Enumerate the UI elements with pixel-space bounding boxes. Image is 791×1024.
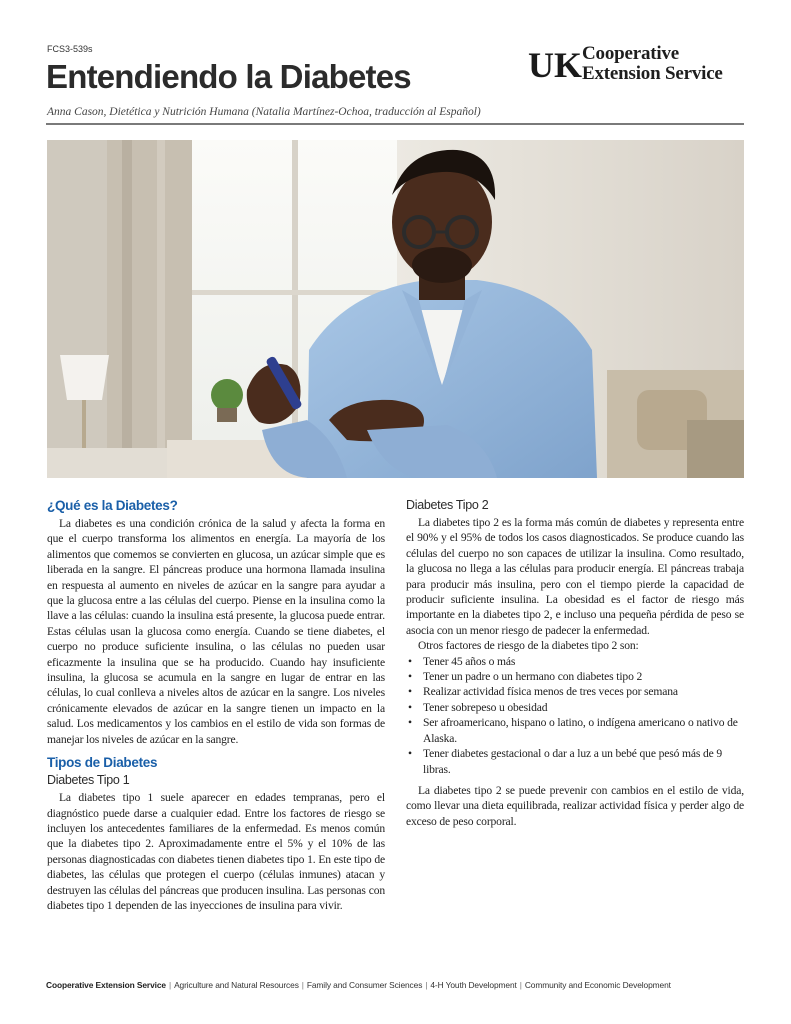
logo-line-2: Extension Service xyxy=(582,63,723,84)
list-item: • Ser afroamericano, hispano o latino, o indígena americano o nativo de Alaska. xyxy=(406,715,744,746)
page-title: Entendiendo la Diabetes xyxy=(46,58,411,95)
paragraph-prevention: La diabetes tipo 2 se puede prevenir con cambios en el estilo de vida, como llevar una dieta equilibrada, realizar actividad física y perder algo de exceso de peso corporal. xyxy=(406,783,744,828)
footer-item: Community and Economic Development xyxy=(524,980,671,990)
uk-logo-icon xyxy=(528,45,582,85)
svg-text:UK: UK xyxy=(528,45,582,85)
footer: Cooperative Extension Service | Agriculture and Natural Resources | Family and Consumer Sciences | 4-H Youth Development | Community and Economic Development xyxy=(46,980,671,990)
paragraph-type-1: La diabetes tipo 1 suele aparecer en edades tempranas, pero el diagnóstico puede darse a cualquier edad. Entre los factores de riesgo se incluyen los antecedentes familiares de la enfermedad. Es menos común que la diabetes tipo 2. Aproximadamente entre el 5% y el 10% de las personas diagnosticadas con diabetes tienen diabetes tipo 1. En este tipo de diabetes, las células que protegen el cuerpo (células inmunes) atacan y destruyen las células del páncreas que producen insulina. Las personas con diabetes tipo 1 dependen de las inyecciones de insulina para vivir. xyxy=(47,791,385,912)
footer-item: Agriculture and Natural Resources xyxy=(174,980,299,990)
right-column xyxy=(406,498,744,829)
footer-item: 4-H Youth Development xyxy=(430,980,517,990)
risk-factor-list xyxy=(406,654,744,777)
paragraph-type-2: La diabetes tipo 2 es la forma más común de diabetes y representa entre el 90% y el 95% de todos los casos diagnosticados. Se produce cuando las células del cuerpo no son capaces de utilizar la insulina. Como resultado, la glucosa no llega a las células para producir energía. El páncreas trabaja para producir más insulina, pero con el tiempo pierde la capacidad de producir suficiente insulina. La obesidad es el factor de riesgo más importante en la diabetes tipo 2, e incluso una pequeña pérdida de peso se asocia con un menor riesgo de padecer la enfermedad. xyxy=(406,516,744,637)
document-code: FCS3-539s xyxy=(47,44,93,54)
footer-item: Family and Consumer Sciences xyxy=(306,980,423,990)
footer-brand: Cooperative Extension Service xyxy=(46,980,166,990)
list-item: • Tener diabetes gestacional o dar a luz a un bebé que pesó más de 9 libras. xyxy=(406,746,744,777)
heading-what-is-diabetes: ¿Qué es la Diabetes? xyxy=(47,498,178,513)
heading-types-of-diabetes: Tipos de Diabetes xyxy=(47,755,158,771)
list-item: • Tener un padre o un hermano con diabetes tipo 2 xyxy=(406,669,744,684)
list-item: • Tener sobrepeso u obesidad xyxy=(406,700,744,715)
left-column xyxy=(47,498,385,913)
heading-type-2: Diabetes Tipo 2 xyxy=(406,498,489,512)
list-item: • Realizar actividad física menos de tres veces por semana xyxy=(406,684,744,699)
hero-photo xyxy=(47,140,744,478)
paragraph-what-is-diabetes: La diabetes es una condición crónica de la salud y afecta la forma en que el cuerpo transforma los alimentos en energía. La mayoría de los alimentos que comemos se convierten en glucosa, un azúcar simple que es liberada en la sangre. El páncreas produce una hormona llamada insulina en respuesta al aumento en niveles de azúcar en la sangre para ayudar a que la glucosa entre a las células del cuerpo. Piense en la insulina como la llave a las células: cuando la insulina está presente, la glucosa puede entrar. Estas células usan la glucosa como energía. Cuando se tiene diabetes, el cuerpo no produce suficiente insulina, o las células no pueden usar eficazmente la insulina que se ha producido. Cuando hay insuficiente insulina, la glucosa se acumula en la sangre en lugar de entrar en las células, lo cual conlleva a niveles altos de azúcar en la sangre. Los niveles crónicamente elevados de azúcar en la sangre tienen un impacto en la salud. Los medicamentos y los cambios en el estilo de vida son formas de manejar los niveles de azúcar en la sangre. xyxy=(47,517,385,746)
heading-type-1: Diabetes Tipo 1 xyxy=(47,773,130,788)
list-item: • Tener 45 años o más xyxy=(406,654,744,669)
logo-line-1: Cooperative xyxy=(582,43,679,64)
man-testing-glucose-image xyxy=(47,140,744,478)
paragraph-risk-intro: Otros factores de riesgo de la diabetes tipo 2 son: xyxy=(418,639,639,653)
uk-extension-logo xyxy=(528,43,723,85)
byline: Anna Cason, Dietética y Nutrición Humana (Natalia Martínez-Ochoa, traducción al Español) xyxy=(47,106,481,118)
header-divider xyxy=(46,123,744,125)
